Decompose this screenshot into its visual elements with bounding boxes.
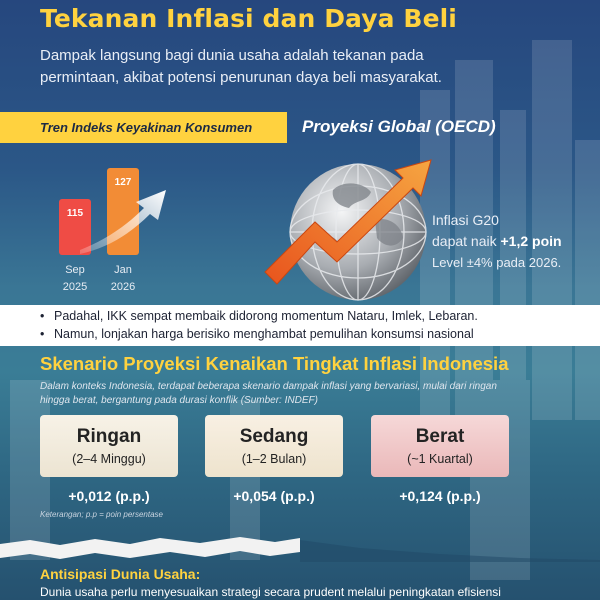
footnote: Keterangan; p.p = poin persentase (40, 510, 163, 519)
subtitle-line-1: Dampak langsung bagi dunia usaha adalah tekanan pada (40, 47, 424, 64)
ikk-bar-month: Jan (114, 264, 132, 276)
globe-icon (263, 150, 443, 310)
scenario-impact-berat: +0,124 (p.p.) (399, 488, 481, 504)
scenario-card-berat (371, 415, 509, 477)
bullet-item: • Padahal, IKK sempat membaik didorong momentum Nataru, Imlek, Lebaran. (40, 307, 600, 325)
scenario-description-line-2: hingga berat, bergantung pada durasi konflik (Sumber: INDEF) (40, 395, 318, 406)
scenario-name: Sedang (239, 426, 309, 447)
anticipation-text: Dunia usaha perlu menyesuaikan strategi secara prudent melalui peningkatan efisiensi (40, 585, 501, 599)
ikk-bar-year: 2026 (110, 281, 136, 293)
torn-paper-divider (0, 518, 600, 562)
trend-up-arrow-icon (78, 180, 174, 256)
scenario-impact-sedang: +0,054 (p.p.) (233, 488, 315, 504)
bullet-item: • Namun, lonjakan harga berisiko menghambat pemulihan konsumsi nasional (40, 325, 600, 343)
oecd-line-2 (432, 231, 600, 252)
ikk-bar-month: Sep (65, 264, 85, 276)
scenario-duration: (2–4 Minggu) (72, 452, 146, 466)
ikk-bar-label-jan-2026 (98, 262, 148, 296)
page-subtitle (40, 45, 560, 89)
scenario-name: Berat (415, 426, 465, 447)
oecd-increase-value: +1,2 poin (500, 233, 562, 249)
ikk-bar-value: 115 (66, 208, 84, 219)
ikk-trend-label: Tren Indeks Keyakinan Konsumen (0, 112, 287, 143)
scenario-impact-ringan: +0,012 (p.p.) (68, 488, 150, 504)
anticipation-title: Antisipasi Dunia Usaha: (40, 566, 201, 582)
scenario-description (40, 380, 570, 408)
scenario-name: Ringan (76, 426, 142, 447)
bullet-strip (0, 305, 600, 346)
oecd-line-1: Inflasi G20 (432, 212, 499, 228)
ikk-bar-value: 127 (114, 177, 132, 188)
scenario-duration: (~1 Kuartal) (407, 452, 473, 466)
scenario-card-sedang (205, 415, 343, 477)
ikk-bar-chart (0, 150, 290, 310)
scenario-description-line-1: Dalam konteks Indonesia, terdapat beberapa skenario dampak inflasi yang bervariasi, mulai dari ringan (40, 381, 497, 392)
scenario-title: Skenario Proyeksi Kenaikan Tingkat Inflasi Indonesia (40, 353, 509, 374)
oecd-projection-text (432, 210, 600, 273)
oecd-line-3: Level ±4% pada 2026. (432, 255, 562, 270)
subtitle-line-2: permintaan, akibat potensi penurunan daya beli masyarakat. (40, 69, 442, 86)
ikk-bar-label-sep-2025 (50, 262, 100, 296)
scenario-duration: (1–2 Bulan) (241, 452, 307, 466)
ikk-bar-year: 2025 (62, 281, 88, 293)
page-title: Tekanan Inflasi dan Daya Beli (40, 4, 457, 33)
oecd-title: Proyeksi Global (OECD) (302, 117, 496, 136)
oecd-line-2-prefix: dapat naik (432, 233, 501, 249)
scenario-card-ringan (40, 415, 178, 477)
globe-arrow-illustration (263, 150, 443, 310)
